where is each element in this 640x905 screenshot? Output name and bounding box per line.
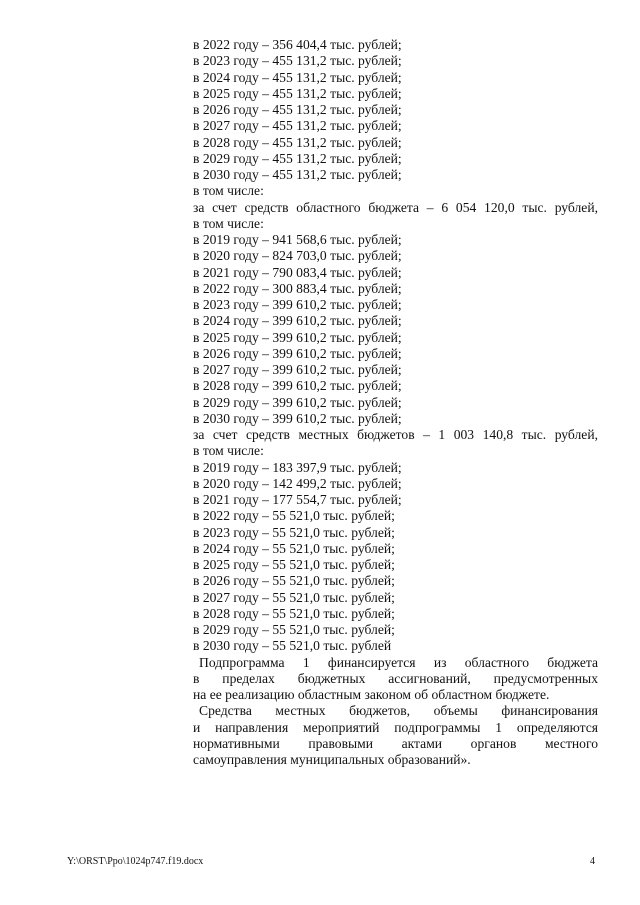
paragraph-line: и направления мероприятий подпрограммы 1 определяются — [193, 719, 598, 735]
list-item: в том числе: — [193, 183, 264, 199]
list-item: в 2022 году – 356 404,4 тыс. рублей; — [193, 37, 402, 52]
list-item: в 2028 году – 55 521,0 тыс. рублей; — [193, 605, 395, 621]
list-item: в 2029 году – 399 610,2 тыс. рублей; — [193, 394, 402, 410]
list-item: в 2025 году – 399 610,2 тыс. рублей; — [193, 329, 402, 345]
list-item: в 2021 году – 790 083,4 тыс. рублей; — [193, 264, 402, 280]
page-number: 4 — [590, 856, 595, 867]
local-funds-paragraph — [193, 703, 598, 768]
paragraph-line: нормативными правовыми актами органов местного — [193, 735, 598, 751]
paragraph-line: на ее реализацию областным законом об областном бюджете. — [193, 687, 550, 702]
list-item: в 2024 году – 455 131,2 тыс. рублей; — [193, 69, 402, 85]
list-item: в 2022 году – 300 883,4 тыс. рублей; — [193, 280, 402, 296]
list-item: в 2021 году – 177 554,7 тыс. рублей; — [193, 492, 402, 507]
list-item: в 2027 году – 399 610,2 тыс. рублей; — [193, 362, 402, 377]
list-item: в 2025 году – 455 131,2 тыс. рублей; — [193, 85, 402, 101]
paragraph-line: Средства местных бюджетов, объемы финансирования — [199, 703, 598, 719]
list-item: в 2026 году – 55 521,0 тыс. рублей; — [193, 573, 395, 589]
local-budget-subheader: в том числе: — [193, 443, 264, 459]
list-item: в 2023 году – 55 521,0 тыс. рублей; — [193, 524, 395, 540]
list-item: в 2029 году – 55 521,0 тыс. рублей; — [193, 622, 395, 637]
list-item: в 2020 году – 824 703,0 тыс. рублей; — [193, 248, 402, 264]
document-body — [193, 37, 598, 768]
paragraph-line: самоуправления муниципальных образований». — [193, 752, 471, 767]
regional-budget-subheader: в том числе: — [193, 215, 264, 231]
paragraph-line: в пределах бюджетных ассигнований, предусмотренных — [193, 670, 598, 686]
list-item: в 2020 году – 142 499,2 тыс. рублей; — [193, 475, 402, 491]
list-item: в 2026 году – 455 131,2 тыс. рублей; — [193, 102, 402, 117]
list-item: в 2023 году – 399 610,2 тыс. рублей; — [193, 297, 402, 312]
financing-paragraph — [193, 655, 598, 704]
local-budget-section — [193, 427, 598, 655]
list-item: в 2019 году – 183 397,9 тыс. рублей; — [193, 459, 402, 475]
list-item: в 2028 году – 455 131,2 тыс. рублей; — [193, 134, 402, 150]
list-item: в 2023 году – 455 131,2 тыс. рублей; — [193, 53, 402, 69]
paragraph-line: Подпрограмма 1 финансируется из областного бюджета — [199, 654, 598, 670]
list-item: в 2026 году – 399 610,2 тыс. рублей; — [193, 345, 402, 361]
total-yearly-list — [193, 37, 598, 200]
list-item: в 2025 году – 55 521,0 тыс. рублей; — [193, 557, 395, 572]
regional-budget-section — [193, 200, 598, 428]
list-item: в 2024 году – 55 521,0 тыс. рублей; — [193, 540, 395, 556]
list-item: в 2019 году – 941 568,6 тыс. рублей; — [193, 232, 402, 247]
list-item: в 2030 году – 455 131,2 тыс. рублей; — [193, 167, 402, 182]
list-item: в 2029 году – 455 131,2 тыс. рублей; — [193, 150, 402, 166]
list-item: в 2027 году – 455 131,2 тыс. рублей; — [193, 118, 402, 134]
list-item: в 2022 году – 55 521,0 тыс. рублей; — [193, 508, 395, 524]
list-item: в 2024 году – 399 610,2 тыс. рублей; — [193, 313, 402, 329]
local-budget-header: за счет средств местных бюджетов – 1 003 140,8 тыс. рублей, — [193, 427, 598, 442]
list-item: в 2030 году – 55 521,0 тыс. рублей — [193, 638, 392, 654]
list-item: в 2027 году – 55 521,0 тыс. рублей; — [193, 589, 395, 605]
regional-budget-header: за счет средств областного бюджета – 6 054 120,0 тыс. рублей, — [193, 199, 598, 215]
footer-file-path: Y:\ORST\Ppo\1024p747.f19.docx — [67, 856, 204, 867]
list-item: в 2028 году – 399 610,2 тыс. рублей; — [193, 378, 402, 394]
list-item: в 2030 году – 399 610,2 тыс. рублей; — [193, 410, 402, 426]
